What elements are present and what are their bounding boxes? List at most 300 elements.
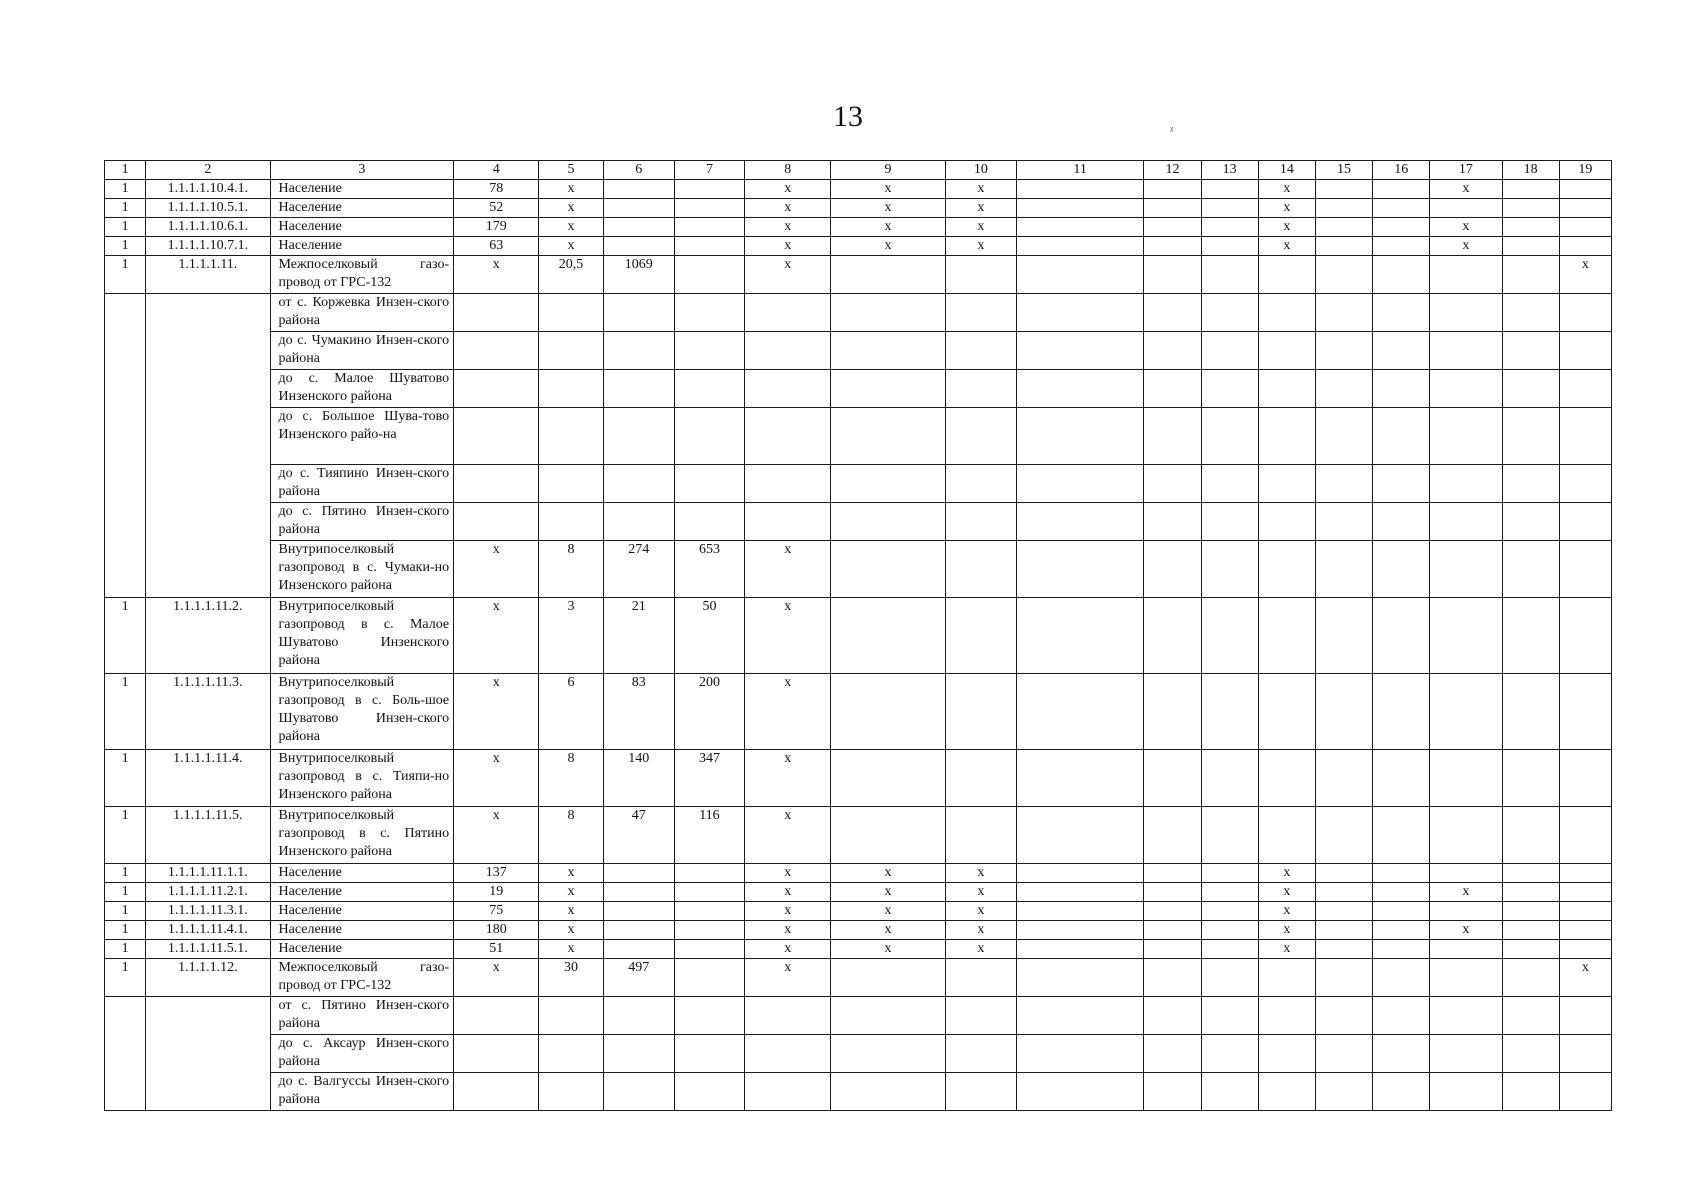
table-row — [105, 921, 1612, 940]
table-cell-col-17 — [1430, 674, 1502, 750]
table-cell-col-10: х — [945, 199, 1016, 218]
table-cell-col-5: х — [539, 180, 603, 199]
table-cell-col-14: х — [1258, 883, 1315, 902]
table-cell-col-13 — [1201, 1035, 1258, 1073]
table-cell-col-4: х — [454, 807, 539, 864]
table-cell-col-5 — [539, 408, 603, 465]
table-cell-col-12 — [1144, 180, 1201, 199]
table-cell-col-4: х — [454, 256, 539, 294]
column-header-4: 4 — [454, 161, 539, 180]
table-cell-col-11 — [1016, 541, 1143, 598]
table-cell-col-14: х — [1258, 218, 1315, 237]
table-cell-col-19 — [1559, 940, 1611, 959]
table-cell-col-4 — [454, 294, 539, 332]
table-cell-col-15 — [1315, 408, 1372, 465]
table-cell-col-10 — [945, 370, 1016, 408]
table-cell-col-11 — [1016, 1035, 1143, 1073]
table-cell-col-2: 1.1.1.1.10.7.1. — [146, 237, 270, 256]
table-cell-col-18 — [1502, 921, 1559, 940]
table-cell-col-9: х — [831, 180, 945, 199]
column-header-19: 19 — [1559, 161, 1611, 180]
table-cell-col-10 — [945, 674, 1016, 750]
table-cell-col-10 — [945, 807, 1016, 864]
table-cell-col-6 — [603, 408, 674, 465]
table-cell-col-16 — [1373, 997, 1430, 1035]
table-cell-col-13 — [1201, 294, 1258, 332]
table-cell-col-14 — [1258, 541, 1315, 598]
table-cell-col-4: 180 — [454, 921, 539, 940]
column-header-14: 14 — [1258, 161, 1315, 180]
column-header-9: 9 — [831, 161, 945, 180]
table-cell-col-8: х — [745, 750, 831, 807]
table-cell-col-8: х — [745, 541, 831, 598]
table-cell-col-8: х — [745, 883, 831, 902]
table-cell-col-7 — [674, 294, 744, 332]
table-cell-col-8: х — [745, 864, 831, 883]
table-cell-col-19 — [1559, 332, 1611, 370]
table-cell-col-1: 1 — [105, 674, 146, 750]
table-row — [105, 883, 1612, 902]
table-cell-col-2: 1.1.1.1.10.5.1. — [146, 199, 270, 218]
table-cell-col-4 — [454, 1073, 539, 1111]
table-cell-col-8: х — [745, 921, 831, 940]
table-cell-col-18 — [1502, 218, 1559, 237]
table-cell-col-6 — [603, 864, 674, 883]
table-cell-col-17 — [1430, 503, 1502, 541]
table-cell-col-12 — [1144, 902, 1201, 921]
table-cell-col-2: 1.1.1.1.11.4.1. — [146, 921, 270, 940]
table-cell-col-1: 1 — [105, 180, 146, 199]
table-cell-col-7 — [674, 408, 744, 465]
table-cell-col-8 — [745, 1073, 831, 1111]
table-cell-col-5 — [539, 997, 603, 1035]
table-cell-col-18 — [1502, 294, 1559, 332]
table-cell-col-12 — [1144, 256, 1201, 294]
table-cell-col-3: Население — [270, 864, 454, 883]
table-cell-col-9: х — [831, 921, 945, 940]
table-cell-col-19 — [1559, 218, 1611, 237]
table-cell-col-13 — [1201, 864, 1258, 883]
table-cell-col-4: 63 — [454, 237, 539, 256]
table-cell-col-6: 21 — [603, 598, 674, 674]
table-cell-col-8: х — [745, 256, 831, 294]
table-cell-col-8 — [745, 294, 831, 332]
table-cell-col-7 — [674, 959, 744, 997]
table-cell-col-9: х — [831, 237, 945, 256]
table-cell-col-17: х — [1430, 921, 1502, 940]
table-cell-col-7 — [674, 256, 744, 294]
table-cell-col-2: 1.1.1.1.11.1.1. — [146, 864, 270, 883]
table-cell-col-11 — [1016, 959, 1143, 997]
table-cell-col-14 — [1258, 503, 1315, 541]
table-cell-col-19 — [1559, 674, 1611, 750]
column-header-15: 15 — [1315, 161, 1372, 180]
table-cell-col-13 — [1201, 370, 1258, 408]
table-cell-col-6 — [603, 180, 674, 199]
table-cell-col-2: 1.1.1.1.11.3.1. — [146, 902, 270, 921]
table-row — [105, 256, 1612, 294]
table-cell-col-6 — [603, 1073, 674, 1111]
table-cell-col-17 — [1430, 997, 1502, 1035]
table-cell-col-12 — [1144, 598, 1201, 674]
table-cell-col-8: х — [745, 180, 831, 199]
table-cell-col-17 — [1430, 902, 1502, 921]
table-cell-col-14 — [1258, 370, 1315, 408]
table-cell-col-7 — [674, 902, 744, 921]
table-cell-col-19 — [1559, 902, 1611, 921]
table-cell-col-3: Население — [270, 199, 454, 218]
table-cell-col-12 — [1144, 408, 1201, 465]
table-cell-col-4: х — [454, 674, 539, 750]
table-cell-col-1: 1 — [105, 598, 146, 674]
table-cell-col-4 — [454, 997, 539, 1035]
table-cell-col-18 — [1502, 237, 1559, 256]
table-cell-col-10 — [945, 408, 1016, 465]
table-cell-col-10: х — [945, 864, 1016, 883]
table-cell-col-12 — [1144, 807, 1201, 864]
table-cell-col-19: х — [1559, 959, 1611, 997]
table-cell-col-2: 1.1.1.1.11.3. — [146, 674, 270, 750]
table-cell-col-11 — [1016, 256, 1143, 294]
table-cell-col-4 — [454, 1035, 539, 1073]
table-cell-col-17 — [1430, 541, 1502, 598]
table-cell-col-7 — [674, 218, 744, 237]
table-cell-col-15 — [1315, 940, 1372, 959]
scan-mark: ᵡ — [1170, 123, 1174, 137]
table-cell-col-1: 1 — [105, 902, 146, 921]
table-cell-col-14 — [1258, 294, 1315, 332]
table-row — [105, 541, 1612, 598]
table-cell-col-10 — [945, 503, 1016, 541]
table-cell-col-7: 347 — [674, 750, 744, 807]
table-cell-col-16 — [1373, 237, 1430, 256]
table-cell-col-8 — [745, 332, 831, 370]
table-cell-col-5 — [539, 370, 603, 408]
table-cell-col-16 — [1373, 199, 1430, 218]
table-cell-col-12 — [1144, 465, 1201, 503]
table-cell-col-17: х — [1430, 237, 1502, 256]
table-cell-col-19 — [1559, 598, 1611, 674]
table-row — [105, 997, 1612, 1035]
table-cell-col-7 — [674, 883, 744, 902]
table-cell-col-6: 1069 — [603, 256, 674, 294]
table-cell-col-13 — [1201, 1073, 1258, 1111]
table-cell-col-3: Межпоселковый газо-провод от ГРС-132 — [270, 256, 454, 294]
table-cell-col-16 — [1373, 294, 1430, 332]
table-cell-col-15 — [1315, 237, 1372, 256]
table-cell-col-4 — [454, 408, 539, 465]
table-cell-col-3: от с. Коржевка Инзен-ского района — [270, 294, 454, 332]
table-cell-col-12 — [1144, 921, 1201, 940]
table-cell-col-4: 179 — [454, 218, 539, 237]
table-cell-col-3: Население — [270, 180, 454, 199]
table-cell-col-7: 200 — [674, 674, 744, 750]
table-row — [105, 237, 1612, 256]
table-cell-col-10: х — [945, 902, 1016, 921]
table-cell-col-5: х — [539, 921, 603, 940]
table-cell-col-8: х — [745, 674, 831, 750]
table-cell-col-15 — [1315, 199, 1372, 218]
table-cell-col-8: х — [745, 807, 831, 864]
table-cell-col-15 — [1315, 921, 1372, 940]
table-cell-col-9: х — [831, 940, 945, 959]
table-cell-col-8 — [745, 408, 831, 465]
table-cell-col-11 — [1016, 370, 1143, 408]
table-cell-col-13 — [1201, 750, 1258, 807]
table-cell-col-6 — [603, 370, 674, 408]
table-cell-col-2 — [146, 997, 270, 1111]
table-cell-col-14 — [1258, 598, 1315, 674]
table-cell-col-11 — [1016, 503, 1143, 541]
column-header-2: 2 — [146, 161, 270, 180]
table-cell-col-18 — [1502, 674, 1559, 750]
table-cell-col-3: до с. Чумакино Инзен-ского района — [270, 332, 454, 370]
table-cell-col-11 — [1016, 1073, 1143, 1111]
table-cell-col-17 — [1430, 750, 1502, 807]
table-cell-col-16 — [1373, 218, 1430, 237]
table-cell-col-12 — [1144, 370, 1201, 408]
table-row — [105, 674, 1612, 750]
table-cell-col-4 — [454, 370, 539, 408]
table-cell-col-11 — [1016, 598, 1143, 674]
column-header-3: 3 — [270, 161, 454, 180]
table-cell-col-18 — [1502, 370, 1559, 408]
column-header-18: 18 — [1502, 161, 1559, 180]
table-cell-col-9 — [831, 256, 945, 294]
table-cell-col-15 — [1315, 750, 1372, 807]
table-cell-col-4 — [454, 465, 539, 503]
table-cell-col-10: х — [945, 237, 1016, 256]
table-cell-col-1: 1 — [105, 959, 146, 997]
table-cell-col-6 — [603, 199, 674, 218]
table-cell-col-1 — [105, 997, 146, 1111]
table-cell-col-4: 137 — [454, 864, 539, 883]
table-cell-col-8: х — [745, 237, 831, 256]
table-cell-col-15 — [1315, 997, 1372, 1035]
table-cell-col-13 — [1201, 997, 1258, 1035]
table-cell-col-9 — [831, 465, 945, 503]
table-cell-col-13 — [1201, 598, 1258, 674]
table-cell-col-15 — [1315, 807, 1372, 864]
table-cell-col-10 — [945, 997, 1016, 1035]
table-cell-col-16 — [1373, 541, 1430, 598]
table-row — [105, 294, 1612, 332]
table-cell-col-15 — [1315, 864, 1372, 883]
table-cell-col-16 — [1373, 1035, 1430, 1073]
table-cell-col-1: 1 — [105, 883, 146, 902]
table-cell-col-11 — [1016, 199, 1143, 218]
table-row — [105, 864, 1612, 883]
table-cell-col-12 — [1144, 1073, 1201, 1111]
table-cell-col-5: х — [539, 940, 603, 959]
table-cell-col-6 — [603, 997, 674, 1035]
table-cell-col-14: х — [1258, 921, 1315, 940]
table-cell-col-10: х — [945, 883, 1016, 902]
table-cell-col-12 — [1144, 237, 1201, 256]
table-cell-col-13 — [1201, 674, 1258, 750]
column-header-8: 8 — [745, 161, 831, 180]
table-cell-col-18 — [1502, 598, 1559, 674]
table-cell-col-14: х — [1258, 180, 1315, 199]
table-cell-col-7 — [674, 370, 744, 408]
table-cell-col-11 — [1016, 750, 1143, 807]
table-cell-col-3: Население — [270, 237, 454, 256]
table-cell-col-9 — [831, 503, 945, 541]
column-header-10: 10 — [945, 161, 1016, 180]
table-cell-col-9 — [831, 370, 945, 408]
table-cell-col-17 — [1430, 370, 1502, 408]
table-cell-col-14 — [1258, 674, 1315, 750]
table-cell-col-17 — [1430, 959, 1502, 997]
table-cell-col-14 — [1258, 959, 1315, 997]
table-row — [105, 902, 1612, 921]
table-cell-col-18 — [1502, 541, 1559, 598]
table-cell-col-19 — [1559, 199, 1611, 218]
table-cell-col-10 — [945, 465, 1016, 503]
table-cell-col-14: х — [1258, 940, 1315, 959]
table-cell-col-17 — [1430, 256, 1502, 294]
table-cell-col-19: х — [1559, 256, 1611, 294]
table-cell-col-17 — [1430, 598, 1502, 674]
table-cell-col-2: 1.1.1.1.10.6.1. — [146, 218, 270, 237]
table-cell-col-12 — [1144, 332, 1201, 370]
table-cell-col-6 — [603, 1035, 674, 1073]
table-cell-col-19 — [1559, 408, 1611, 465]
table-cell-col-4: х — [454, 598, 539, 674]
table-cell-col-1: 1 — [105, 921, 146, 940]
table-cell-col-15 — [1315, 959, 1372, 997]
table-cell-col-14 — [1258, 332, 1315, 370]
table-cell-col-11 — [1016, 883, 1143, 902]
table-cell-col-10: х — [945, 921, 1016, 940]
table-row — [105, 1035, 1612, 1073]
table-cell-col-3: Население — [270, 921, 454, 940]
table-cell-col-6 — [603, 883, 674, 902]
table-cell-col-13 — [1201, 503, 1258, 541]
table-row — [105, 370, 1612, 408]
table-cell-col-5: х — [539, 902, 603, 921]
table-cell-col-7 — [674, 997, 744, 1035]
table-cell-col-19 — [1559, 237, 1611, 256]
table-cell-col-15 — [1315, 598, 1372, 674]
table-cell-col-11 — [1016, 408, 1143, 465]
table-cell-col-6: 47 — [603, 807, 674, 864]
table-cell-col-8 — [745, 465, 831, 503]
table-cell-col-19 — [1559, 921, 1611, 940]
table-cell-col-5: х — [539, 218, 603, 237]
table-row — [105, 959, 1612, 997]
table-cell-col-16 — [1373, 332, 1430, 370]
table-cell-col-5 — [539, 332, 603, 370]
table-cell-col-5: 30 — [539, 959, 603, 997]
table-row — [105, 465, 1612, 503]
table-cell-col-7 — [674, 921, 744, 940]
table-cell-col-12 — [1144, 864, 1201, 883]
table-cell-col-18 — [1502, 902, 1559, 921]
table-cell-col-3: Межпоселковый газо-провод от ГРС-132 — [270, 959, 454, 997]
table-cell-col-18 — [1502, 883, 1559, 902]
table-cell-col-7 — [674, 180, 744, 199]
table-cell-col-3: Население — [270, 218, 454, 237]
table-cell-col-18 — [1502, 1073, 1559, 1111]
table-cell-col-16 — [1373, 883, 1430, 902]
page-number: 13 — [833, 100, 863, 133]
table-cell-col-14 — [1258, 408, 1315, 465]
table-row — [105, 1073, 1612, 1111]
table-cell-col-17 — [1430, 1073, 1502, 1111]
table-cell-col-6: 140 — [603, 750, 674, 807]
table-cell-col-15 — [1315, 503, 1372, 541]
table-cell-col-19 — [1559, 1035, 1611, 1073]
table-cell-col-13 — [1201, 902, 1258, 921]
column-header-12: 12 — [1144, 161, 1201, 180]
table-cell-col-5: х — [539, 237, 603, 256]
table-cell-col-19 — [1559, 750, 1611, 807]
table-cell-col-9: х — [831, 218, 945, 237]
table-cell-col-5 — [539, 294, 603, 332]
table-cell-col-15 — [1315, 332, 1372, 370]
table-cell-col-11 — [1016, 237, 1143, 256]
table-cell-col-2 — [146, 294, 270, 598]
table-cell-col-4: 52 — [454, 199, 539, 218]
table-cell-col-16 — [1373, 180, 1430, 199]
table-cell-col-4: 51 — [454, 940, 539, 959]
table-cell-col-16 — [1373, 902, 1430, 921]
table-cell-col-2: 1.1.1.1.11.5. — [146, 807, 270, 864]
table-cell-col-9 — [831, 807, 945, 864]
table-cell-col-10 — [945, 959, 1016, 997]
table-row — [105, 408, 1612, 465]
table-cell-col-15 — [1315, 883, 1372, 902]
table-cell-col-17 — [1430, 199, 1502, 218]
table-cell-col-3: до с. Тияпино Инзен-ского района — [270, 465, 454, 503]
table-cell-col-3: Население — [270, 940, 454, 959]
table-cell-col-3: до с. Большое Шува-тово Инзенского райо-на — [270, 408, 454, 465]
table-cell-col-12 — [1144, 959, 1201, 997]
table-cell-col-5 — [539, 465, 603, 503]
table-cell-col-2: 1.1.1.1.11.4. — [146, 750, 270, 807]
table-cell-col-11 — [1016, 807, 1143, 864]
table-cell-col-13 — [1201, 256, 1258, 294]
table-cell-col-6 — [603, 921, 674, 940]
table-cell-col-16 — [1373, 465, 1430, 503]
table-cell-col-10: х — [945, 218, 1016, 237]
table-cell-col-15 — [1315, 180, 1372, 199]
table-cell-col-11 — [1016, 902, 1143, 921]
table-cell-col-5 — [539, 503, 603, 541]
table-cell-col-11 — [1016, 332, 1143, 370]
table-cell-col-14: х — [1258, 864, 1315, 883]
table-cell-col-5: 8 — [539, 541, 603, 598]
table-cell-col-18 — [1502, 807, 1559, 864]
table-cell-col-3: от с. Пятино Инзен-ского района — [270, 997, 454, 1035]
table-cell-col-19 — [1559, 1073, 1611, 1111]
table-cell-col-17 — [1430, 864, 1502, 883]
table-cell-col-15 — [1315, 1035, 1372, 1073]
table-cell-col-13 — [1201, 180, 1258, 199]
table-cell-col-3: до с. Валгуссы Инзен-ского района — [270, 1073, 454, 1111]
table-cell-col-1: 1 — [105, 218, 146, 237]
column-header-17: 17 — [1430, 161, 1502, 180]
table-cell-col-13 — [1201, 218, 1258, 237]
column-header-1: 1 — [105, 161, 146, 180]
table-cell-col-11 — [1016, 940, 1143, 959]
table-cell-col-3: Население — [270, 902, 454, 921]
table-cell-col-9: х — [831, 864, 945, 883]
table-row — [105, 218, 1612, 237]
table-cell-col-14 — [1258, 997, 1315, 1035]
table-cell-col-13 — [1201, 883, 1258, 902]
